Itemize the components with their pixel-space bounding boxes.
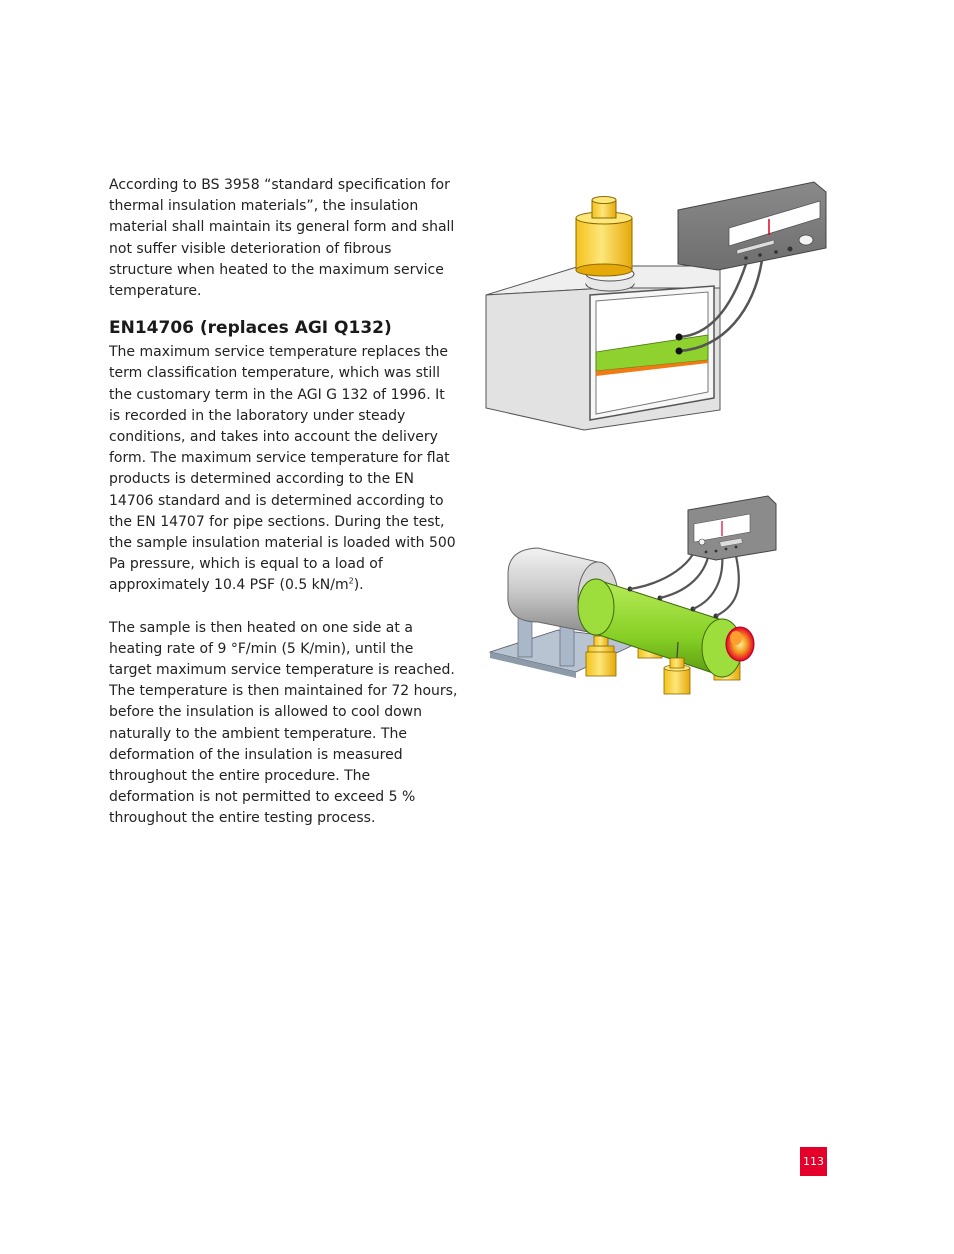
body-paragraph-1	[109, 342, 459, 596]
body-paragraph-1-end: ).	[353, 577, 364, 594]
weight	[576, 218, 632, 270]
superscript-two: 2	[348, 576, 354, 586]
section-heading: EN14706 (replaces AGI Q132)	[109, 318, 392, 339]
page-number: 113	[800, 1147, 827, 1176]
flat-test-illustration	[484, 180, 830, 432]
pipe-test-illustration	[488, 494, 778, 702]
body-paragraph-2: The sample is then heated on one side at a heating rate of 9 °F/min (5 K/min), until the target maximum service temperature is reached. The temperature is then maintained for 72 hours, before the insulation is allowed to cool down naturally to the ambient temperature. The deformation of the insulation is measured throughout the entire procedure. The deformation is not permitted to exceed 5 % throughout the entire testing process.	[109, 619, 458, 827]
text-column	[109, 175, 459, 830]
intro-paragraph: According to BS 3958 “standard specification for thermal insulation materials”, the insulation material shall maintain its general form and shall not suffer visible deterioration of fibrous structure when heated to the maximum service temperature.	[109, 177, 455, 300]
body-paragraph-1-text: The maximum service temperature replaces the term classification temperature, which was still the customary term in the AGI G 132 of 1996. It is recorded in the laboratory under steady conditions, and takes into account the delivery form. The maximum service temperature for flat products is determined according to the EN 14706 standard and is determined according to the EN 14707 for pipe sections. During the test, the sample insulation material is loaded with 500 Pa pressure, which is equal to a load of approximately 10.4 PSF (0.5 kN/m	[109, 344, 456, 594]
heated-pipe-core	[726, 627, 754, 661]
